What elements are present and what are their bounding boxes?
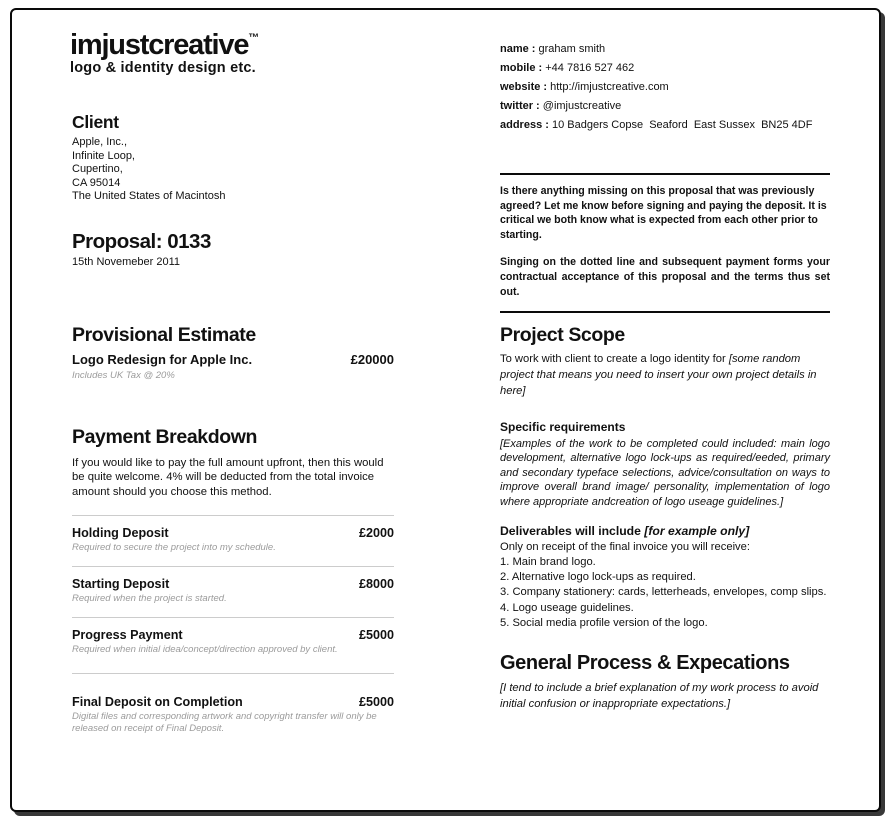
payment-row xyxy=(72,577,394,591)
payment-item-progress-payment xyxy=(72,617,394,656)
general-process-heading: General Process & Expecations xyxy=(500,652,790,675)
trademark-symbol: ™ xyxy=(248,32,260,44)
payment-amount: £5000 xyxy=(358,695,394,710)
client-heading: Client xyxy=(72,112,119,132)
payment-row xyxy=(72,526,394,540)
estimate-tax-note: Includes UK Tax @ 20% xyxy=(72,370,175,381)
payment-note: Digital files and corresponding artwork and copyright transfer will only be released on receipt of Final Deposit. xyxy=(72,711,377,735)
contact-address-label: address : xyxy=(500,119,552,131)
payment-title: Holding Deposit xyxy=(72,526,169,541)
payment-note: Required to secure the project into my schedule. xyxy=(72,542,276,554)
client-address-line: Apple, Inc., xyxy=(72,136,128,148)
payment-note: Required when initial idea/concept/direction approved by client. xyxy=(72,644,338,656)
payment-amount: £2000 xyxy=(358,526,394,541)
contact-address-row xyxy=(500,116,812,135)
client-address xyxy=(72,136,225,204)
deliverable-item: 2. Alternative logo lock-ups as required. xyxy=(500,571,696,584)
project-scope-heading: Project Scope xyxy=(500,324,625,346)
payment-item-holding-deposit xyxy=(72,515,394,554)
payment-row xyxy=(72,695,394,709)
divider-line xyxy=(500,311,830,313)
deliverable-item: 5. Social media profile version of the logo. xyxy=(500,616,708,629)
contact-website-value: http://imjustcreative.com xyxy=(550,81,669,93)
brand-tagline: logo & identity design etc. xyxy=(70,60,256,77)
contact-twitter-value: @imjustcreative xyxy=(542,100,622,112)
proposal-section xyxy=(72,230,211,268)
contact-name-value: graham smith xyxy=(538,43,606,55)
contact-mobile-row xyxy=(500,59,812,78)
client-address-line: Infinite Loop, xyxy=(72,149,135,162)
deliverables-heading-note: [for example only] xyxy=(644,524,750,539)
project-scope-lead xyxy=(500,351,830,399)
payment-amount: £8000 xyxy=(358,577,394,592)
deliverable-item: 3. Company stationery: cards, letterheads, envelopes, comp slips. xyxy=(500,586,827,599)
contact-twitter-label: twitter : xyxy=(500,100,543,112)
payment-title: Final Deposit on Completion xyxy=(72,695,243,710)
scope-lead-placeholder: [some random project that means you need to insert your own project details in here] xyxy=(500,353,817,397)
specific-requirements-heading: Specific requirements xyxy=(500,420,626,434)
payment-title: Starting Deposit xyxy=(72,577,170,592)
general-process-text: [I tend to include a brief explanation of my work process to avoid initial confusion or inappropriate expectations.] xyxy=(500,682,819,711)
contact-twitter-row xyxy=(500,97,812,116)
payment-breakdown-heading: Payment Breakdown xyxy=(72,426,258,448)
deliverable-item: 1. Main brand logo. xyxy=(500,556,596,569)
payment-item-starting-deposit xyxy=(72,566,394,605)
contact-mobile-label: mobile : xyxy=(500,62,546,74)
deliverable-item: 4. Logo useage guidelines. xyxy=(500,601,634,614)
estimate-amount: £20000 xyxy=(350,352,394,367)
payment-note: Required when the project is started. xyxy=(72,593,227,605)
project-scope-column xyxy=(500,324,830,712)
client-section xyxy=(72,112,225,204)
specific-requirements-text: [Examples of the work to be completed could included: main logo development, alternative logo lock-ups as required/eeded, primary and secondary typeface selections, advice/consultation on ways to improve overall brand image/ personality, implementation of logo where appropriate andcreation of logo useage guidelines.] xyxy=(500,438,830,508)
client-address-line: The United States of Macintosh xyxy=(72,190,226,203)
contact-name-row xyxy=(500,40,812,59)
scope-lead-plain: To work with client to create a logo identity for xyxy=(500,353,729,365)
brand-logo-text: imjustcreative xyxy=(70,29,249,61)
contact-address-value: 10 Badgers Copse Seaford East Sussex BN25 4DF xyxy=(551,119,813,131)
agreement-notes xyxy=(500,173,830,313)
contact-website-label: website : xyxy=(500,81,551,93)
estimate-row xyxy=(72,352,394,367)
deliverables-heading xyxy=(500,524,830,538)
deliverables-heading-plain: Deliverables will include xyxy=(500,524,645,539)
estimate-item-label: Logo Redesign for Apple Inc. xyxy=(72,352,253,367)
contact-mobile-value: +44 7816 527 462 xyxy=(545,62,635,74)
agreement-note-1: Is there anything missing on this proposal that was previously agreed? Let me know before signing and paying the deposit. It is critical we both know what is expected from each other prior to starting. xyxy=(500,185,827,241)
payment-breakdown-section xyxy=(72,426,394,735)
contact-website-row xyxy=(500,78,812,97)
proposal-heading: Proposal: 0133 xyxy=(72,230,211,253)
brand-logo xyxy=(70,30,259,60)
payment-title: Progress Payment xyxy=(72,628,183,643)
brand-logo-block xyxy=(70,30,259,76)
payment-intro: If you would like to pay the full amount upfront, then this would be quite welcome. 4% will be deducted from the total invoice amount should you choose this method. xyxy=(72,457,384,498)
payment-amount: £5000 xyxy=(358,628,394,643)
divider-line xyxy=(500,173,830,175)
payment-item-final-deposit xyxy=(72,673,394,735)
client-address-line: Cupertino, xyxy=(72,163,123,176)
proposal-date: 15th Novemeber 2011 xyxy=(72,256,181,268)
provisional-estimate-heading: Provisional Estimate xyxy=(72,324,256,346)
proposal-sheet xyxy=(10,8,881,812)
contact-info xyxy=(500,40,812,135)
contact-name-label: name : xyxy=(500,43,539,55)
client-address-line: CA 95014 xyxy=(72,176,121,189)
provisional-estimate-section xyxy=(72,324,394,381)
deliverables-intro: Only on receipt of the final invoice you will receive: xyxy=(500,541,750,554)
payment-row xyxy=(72,628,394,642)
agreement-note-2: Singing on the dotted line and subsequent payment forms your contractual acceptance of this proposal and the terms thus set out. xyxy=(500,256,830,298)
